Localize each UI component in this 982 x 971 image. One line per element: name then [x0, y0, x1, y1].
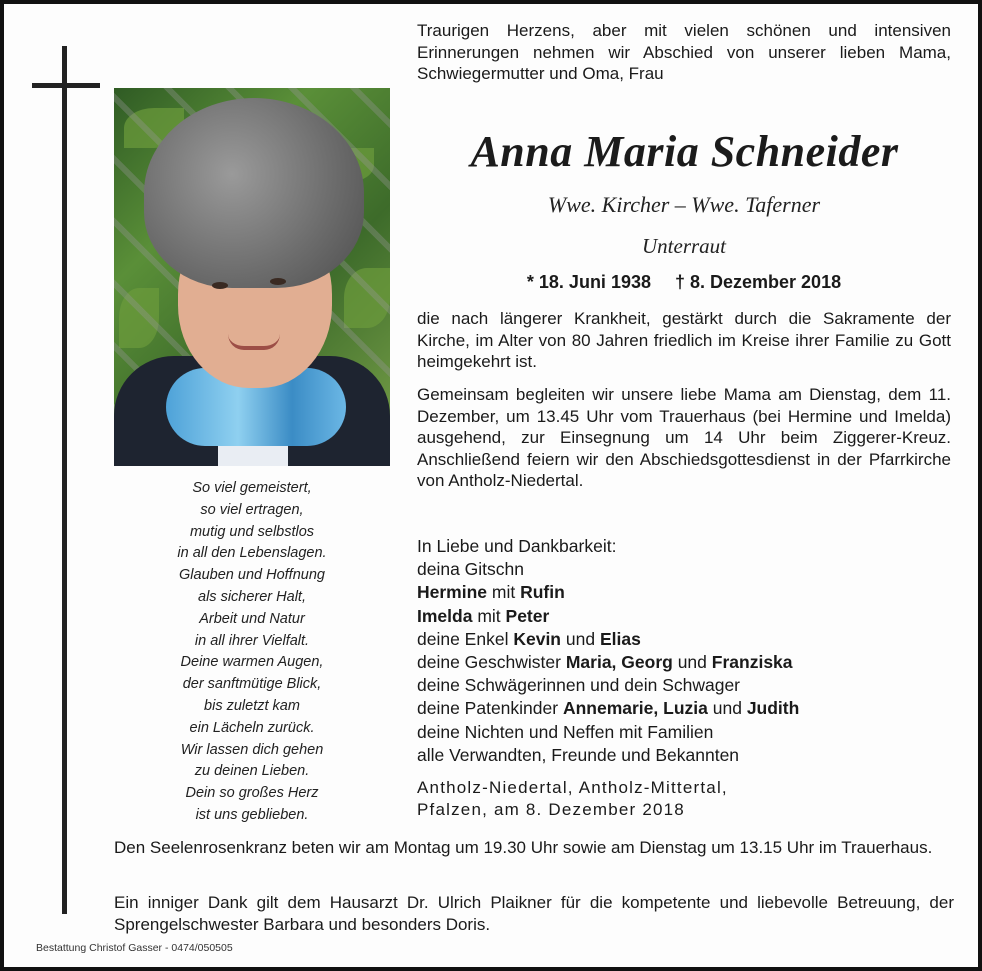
death-notice-paragraph: die nach längerer Krankheit, gestärkt durch die Sakramente der Kirche, im Alter von 80 Jahren friedlich im Kreise ihrer Familie zu Gott heimgekehrt ist.	[417, 309, 951, 371]
portrait-photo	[114, 88, 390, 466]
mourner-line: deine Nichten und Neffen mit Familien	[417, 721, 714, 742]
poem-line: ein Lächeln zurück.	[189, 719, 315, 736]
mourner-line: deina Gitschn	[417, 559, 525, 580]
mourner-line: Hermine mit Rufin	[417, 582, 565, 603]
place-of-origin: Unterraut	[642, 234, 726, 258]
widow-names: Wwe. Kircher – Wwe. Taferner	[547, 192, 821, 217]
poem-line: so viel ertragen,	[200, 501, 304, 518]
poem-line: So viel gemeistert,	[192, 480, 312, 496]
mourner-line: deine Enkel Kevin und Elias	[417, 628, 641, 649]
mourner-line: deine Patenkinder Annemarie, Luzia und Judith	[417, 698, 800, 719]
place-and-date	[417, 777, 951, 821]
cross-symbol-horizontal	[32, 83, 100, 88]
poem-line: bis zuletzt kam	[204, 697, 300, 714]
poem-line: Glauben und Hoffnung	[179, 567, 325, 584]
memorial-poem	[114, 478, 390, 827]
birth-date: * 18. Juni 1938	[526, 272, 651, 292]
poem-line: mutig und selbstlos	[189, 523, 315, 540]
mourners-heading: In Liebe und Dankbarkeit:	[417, 536, 617, 556]
poem-line: in all ihrer Vielfalt.	[194, 632, 310, 649]
poem-line: Wir lassen dich gehen	[180, 741, 324, 758]
poem-line: Dein so großes Herz	[185, 785, 319, 802]
intro-text: Traurigen Herzens, aber mit vielen schönen und intensiven Erinnerungen nehmen wir Abschied von unserer lieben Mama, Schwiegermutter und Oma, Frau	[417, 21, 951, 83]
poem-line: in all den Lebenslagen.	[177, 545, 327, 562]
place-line: Pfalzen, am 8. Dezember 2018	[417, 800, 685, 819]
cross-symbol-vertical	[62, 46, 67, 914]
mourner-line: alle Verwandten, Freunde und Bekannten	[417, 744, 740, 765]
poem-line: Arbeit und Natur	[199, 610, 305, 627]
mourner-line: deine Schwägerinnen und dein Schwager	[417, 675, 741, 696]
poem-line: zu deinen Lieben.	[194, 763, 310, 780]
death-date: † 8. Dezember 2018	[674, 272, 842, 292]
poem-line: der sanftmütige Blick,	[182, 676, 322, 693]
rosary-notice: Den Seelenrosenkranz beten wir am Montag um 19.30 Uhr sowie am Dienstag um 13.15 Uhr im Trauerhaus.	[114, 838, 933, 857]
thanks-notice: Ein inniger Dank gilt dem Hausarzt Dr. Ulrich Plaikner für die kompetente und liebevolle Betreuung, der Sprengelschwester Barbara und besonders Doris.	[114, 893, 954, 934]
funeral-details-paragraph: Gemeinsam begleiten wir unsere liebe Mama am Dienstag, dem 11. Dezember, um 13.45 Uhr vom Trauerhaus (bei Hermine und Imelda) ausgehend, zur Einsegnung um 14 Uhr beim Ziggerer-Kreuz. Anschließend feiern wir den Abschiedsgottesdienst in der Pfarrkirche von Antholz-Niedertal.	[417, 385, 951, 490]
poem-line: als sicherer Halt,	[198, 588, 306, 605]
mourners-list	[417, 535, 951, 767]
mourner-line: Imelda mit Peter	[417, 605, 550, 626]
place-line: Antholz-Niedertal, Antholz-Mittertal,	[417, 778, 728, 797]
poem-line: Deine warmen Augen,	[180, 654, 324, 671]
deceased-name: Anna Maria Schneider	[470, 127, 899, 176]
life-dates	[417, 272, 951, 293]
poem-line: ist uns geblieben.	[195, 806, 309, 823]
funeral-home-credit: Bestattung Christof Gasser - 0474/050505	[36, 942, 233, 954]
mourner-line: deine Geschwister Maria, Georg und Franziska	[417, 652, 793, 673]
